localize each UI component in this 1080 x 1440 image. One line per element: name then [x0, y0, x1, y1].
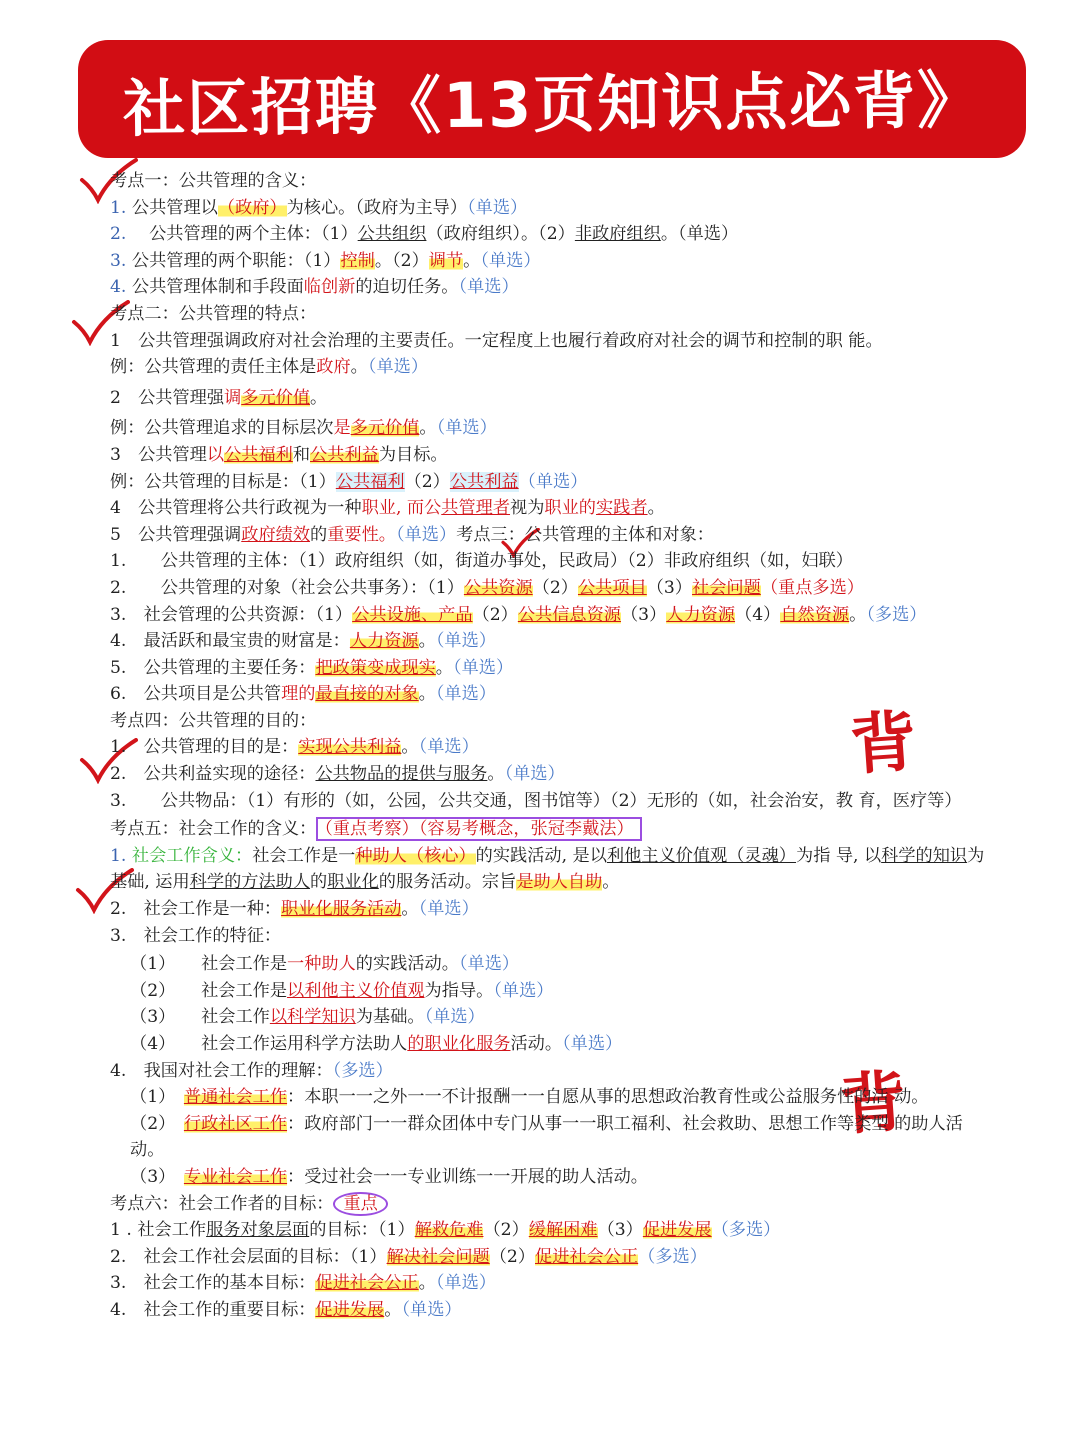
list-item: 3 公共管理以公共福利和公共利益为目标。	[110, 444, 448, 465]
page-title: 社区招聘《13页知识点必背》	[122, 63, 982, 145]
list-item: 2. 公共管理的两个主体：（1）公共组织（政府组织）。（2）非政府组织。（单选）	[110, 224, 739, 245]
key-point-circle: 重点	[333, 1192, 387, 1216]
list-item: 1. 社会工作含义：社会工作是一种助人（核心）的实践活动, 是以利他主义价值观（灵魂）为指 导, 以科学的知识为基础, 运用科学的方法助人的职业化的服务活动。宗旨是助人自助。	[110, 845, 985, 893]
list-item: 1. 公共管理的主体：（1）政府组织（如，街道办事处，民政局）（2）非政府组织（如，妇联）	[110, 551, 853, 572]
list-item: 3. 社会工作的基本目标：促进社会公正。（单选）	[110, 1273, 496, 1294]
list-item: 2. 社会工作社会层面的目标：（1）解决社会问题（2）促进社会公正（多选）	[110, 1246, 707, 1267]
example-line: 例：公共管理追求的目标层次是多元价值。（单选）	[110, 418, 497, 439]
understanding-item: （1） 普通社会工作：本职一一之外一一不计报酬一一自愿从事的思想政治教育性或公益服务性的活 动。	[130, 1087, 929, 1108]
section-heading: 考点二：公共管理的特点：	[110, 303, 317, 324]
list-item: 5. 公共管理的主要任务：把政策变成现实。（单选）	[110, 657, 514, 678]
list-item: 3. 公共物品：（1）有形的（如，公园，公共交通，图书馆等）（2）无形的（如，社会治安，教 育，医疗等）	[110, 790, 962, 811]
section-heading: 考点三：公共管理的主体和对象：	[456, 524, 714, 545]
list-item: 3. 公共管理的两个职能：（1）控制。（2）调节。（单选）	[110, 250, 541, 271]
list-item: 3. 社会工作的特征：	[110, 925, 282, 946]
list-item: 1. 公共管理以（政府）为核心。（政府为主导）（单选）	[110, 197, 528, 218]
list-item: 2. 公共管理的对象（社会公共事务）：（1）公共资源（2）公共项目（3）社会问题（重点多选）	[110, 577, 864, 598]
feature-item: （2） 社会工作是以利他主义价值观为指导。（单选）	[130, 980, 554, 1001]
understanding-item: （3） 专业社会工作：受过社会一一专业训练一一开展的助人活动。	[130, 1166, 648, 1187]
list-item: 1. 公共管理的目的是：实现公共利益。（单选）	[110, 737, 479, 758]
title-banner	[78, 40, 1026, 158]
feature-item: （1） 社会工作是一种助人的实践活动。（单选）	[130, 954, 520, 975]
list-item: 2. 公共利益实现的途径：公共物品的提供与服务。（单选）	[110, 764, 565, 785]
understanding-item: （2） 行政社区工作：政府部门一一群众团体中专门从事一一职工福利、社会救助、思想工作等类型 的助人活动。	[130, 1113, 963, 1161]
list-item: 4 公共管理将公共行政视为一种职业, 而公共管理者视为职业的实践者。	[110, 498, 665, 519]
list-item: 3. 社会管理的公共资源：（1）公共设施、产品（2）公共信息资源（3）人力资源（4）自然资源。（多选）	[110, 604, 927, 625]
list-item: 4. 我国对社会工作的理解：（多选）	[110, 1060, 393, 1081]
section-heading: 考点一：公共管理的含义：	[110, 171, 317, 191]
list-item: 5 公共管理强调政府绩效的重要性。（单选）考点三：公共管理的主体和对象：	[110, 524, 714, 545]
section-heading: 考点六：社会工作者的目标： 重点	[110, 1191, 1000, 1218]
list-item: 2. 社会工作是一种：职业化服务活动。（单选）	[110, 899, 479, 920]
memorize-mark: 背	[837, 1062, 910, 1145]
notes-body	[110, 168, 1000, 1324]
feature-item: （4） 社会工作运用科学方法助人的职业化服务活动。（单选）	[130, 1034, 623, 1054]
list-item: 4. 公共管理体制和手段面临创新的迫切任务。（单选）	[110, 277, 519, 298]
feature-item: （3） 社会工作以科学知识为基础。（单选）	[130, 1007, 485, 1028]
list-item: 6. 公共项目是公共管理的最直接的对象。（单选）	[110, 684, 496, 705]
memorize-mark: 背	[847, 702, 920, 785]
list-item: 4. 社会工作的重要目标：促进发展。（单选）	[110, 1299, 462, 1320]
list-item: 4. 最活跃和最宝贵的财富是：人力资源。（单选）	[110, 631, 496, 652]
section-heading: 考点四：公共管理的目的：	[110, 710, 317, 731]
list-item: 1 . 社会工作服务对象层面的目标：（1）解救危难（2）缓解困难（3）促进发展（多选）	[110, 1220, 781, 1241]
key-point-box: （重点考察）（容易考概念，张冠李戴法）	[316, 817, 641, 841]
example-line: 例：公共管理的目标是：（1）公共福利（2）公共利益（单选）	[110, 471, 588, 492]
list-item: 2 公共管理强调多元价值。	[110, 387, 328, 408]
section-heading: 考点五：社会工作的含义： （重点考察）（容易考概念，张冠李戴法）	[110, 816, 1000, 843]
list-item: 1 公共管理强调政府对社会治理的主要责任。一定程度上也履行着政府对社会的调节和控制的职 能。	[110, 330, 883, 351]
example-line: 例：公共管理的责任主体是政府。（单选）	[110, 357, 429, 378]
